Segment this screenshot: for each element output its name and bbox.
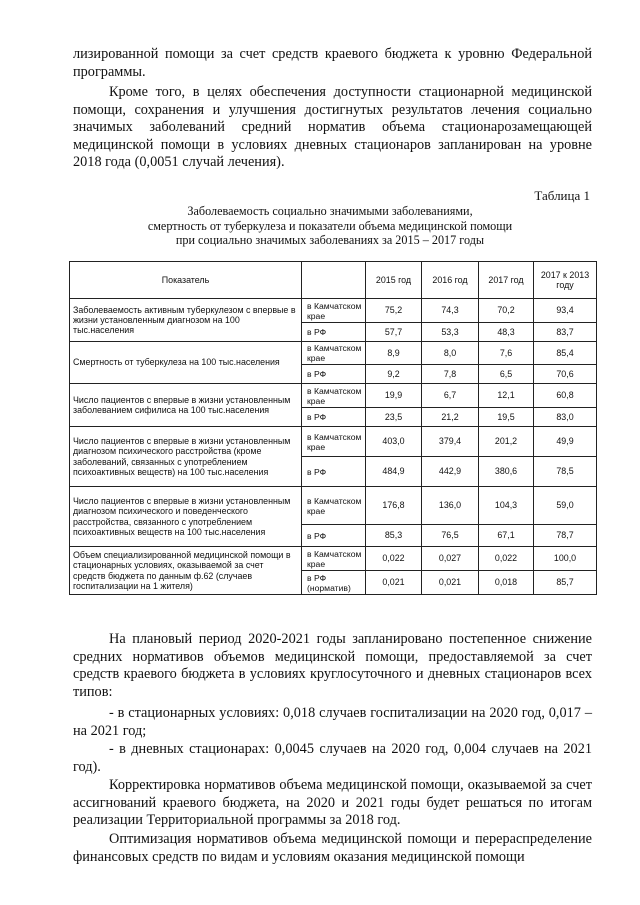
value-ratio: 83,0: [534, 408, 597, 427]
table-title-line-1: Заболеваемость социально значимыми заболеваниями,: [187, 204, 473, 218]
value-ratio: 93,4: [534, 299, 597, 323]
row-region: в Камчатском крае: [302, 427, 366, 457]
table-header-row: [70, 262, 597, 299]
row-label: Число пациентов с впервые в жизни установленным диагнозом психического расстройства (кроме заболеваний, связанных с употреблением психоактивных веществ) на 100 тыс.населения: [70, 427, 302, 487]
table-title-line-2: смертность от туберкулеза и показатели объема медицинской помощи: [147, 218, 513, 233]
outro-paragraph-2: - в стационарных условиях: 0,018 случаев госпитализации на 2020 год, 0,017 – на 2021 год;: [73, 705, 592, 739]
row-region: в Камчатском крае: [302, 547, 366, 571]
value-ratio: 78,5: [534, 457, 597, 487]
table-title-line-3: при социально значимых заболеваниях за 2015 – 2017 годы: [175, 233, 485, 248]
table-row: [70, 384, 597, 408]
outro-paragraph-5: Оптимизация нормативов объема медицинской помощи и перераспределение финансовых средств по видам и условиям оказания медицинской помощи: [73, 831, 592, 865]
value-2017: 104,3: [479, 487, 534, 525]
value-2017: 12,1: [479, 384, 534, 408]
value-ratio: 85,4: [534, 342, 597, 365]
table-row: [70, 342, 597, 365]
header-ratio: 2017 к 2013 году: [534, 262, 597, 299]
value-2016: 74,3: [422, 299, 479, 323]
table-title: [120, 204, 540, 248]
header-2016: 2016 год: [422, 262, 479, 299]
value-ratio: 83,7: [534, 323, 597, 342]
outro-paragraph-3: - в дневных стационарах: 0,0045 случаев на 2020 год, 0,004 случаев на 2021 год).: [73, 741, 592, 775]
value-2017: 67,1: [479, 525, 534, 547]
value-ratio: 70,6: [534, 365, 597, 384]
value-2016: 21,2: [422, 408, 479, 427]
value-2015: 0,021: [366, 571, 422, 595]
row-region: в Камчатском крае: [302, 487, 366, 525]
value-ratio: 49,9: [534, 427, 597, 457]
value-ratio: 78,7: [534, 525, 597, 547]
value-2015: 19,9: [366, 384, 422, 408]
outro-paragraph-1: На плановый период 2020-2021 годы запланировано постепенное снижение средних нормативов объемов медицинской помощи, предоставляемой за счет средств краевого бюджета в условиях круглосуточного и дневных стационаров всех типов:: [73, 631, 592, 700]
row-label: Заболеваемость активным туберкулезом с впервые в жизни установленным диагнозом на 100 тыс.населения: [70, 299, 302, 342]
value-ratio: 100,0: [534, 547, 597, 571]
header-2015: 2015 год: [366, 262, 422, 299]
value-2017: 70,2: [479, 299, 534, 323]
value-2015: 403,0: [366, 427, 422, 457]
value-2016: 442,9: [422, 457, 479, 487]
value-2016: 7,8: [422, 365, 479, 384]
value-2015: 75,2: [366, 299, 422, 323]
table-row: [70, 427, 597, 457]
value-2017: 48,3: [479, 323, 534, 342]
header-region: [302, 262, 366, 299]
row-label: Число пациентов с впервые в жизни установленным заболеванием сифилиса на 100 тыс.населения: [70, 384, 302, 427]
row-region: в Камчатском крае: [302, 384, 366, 408]
value-2015: 9,2: [366, 365, 422, 384]
value-2017: 0,018: [479, 571, 534, 595]
value-2016: 0,027: [422, 547, 479, 571]
value-2016: 136,0: [422, 487, 479, 525]
value-ratio: 60,8: [534, 384, 597, 408]
statistics-table: [69, 261, 597, 595]
value-2016: 76,5: [422, 525, 479, 547]
row-region: в РФ: [302, 365, 366, 384]
table-row: [70, 487, 597, 525]
row-label: Смертность от туберкулеза на 100 тыс.населения: [70, 342, 302, 384]
table-row: [70, 547, 597, 571]
value-2015: 484,9: [366, 457, 422, 487]
value-2017: 201,2: [479, 427, 534, 457]
value-2015: 23,5: [366, 408, 422, 427]
row-region: в РФ: [302, 323, 366, 342]
value-2017: 7,6: [479, 342, 534, 365]
row-region: в РФ: [302, 525, 366, 547]
header-indicator: Показатель: [70, 262, 302, 299]
value-2015: 176,8: [366, 487, 422, 525]
header-2017: 2017 год: [479, 262, 534, 299]
table-number: Таблица 1: [534, 188, 590, 203]
value-ratio: 85,7: [534, 571, 597, 595]
row-region: в РФ (норматив): [302, 571, 366, 595]
row-region: в РФ: [302, 408, 366, 427]
intro-paragraph-2: Кроме того, в целях обеспечения доступности стационарной медицинской помощи, сохранения и улучшения достигнутых результатов лечения социально значимых заболеваний средний норматив объема стационарозамещающей медицинской помощи в условиях дневных стационаров запланирован на уровне 2018 года (0,0051 случай лечения).: [73, 84, 592, 171]
row-region: в Камчатском крае: [302, 299, 366, 323]
row-label: Число пациентов с впервые в жизни установленным диагнозом психического и поведенческого расстройства, связанного с употреблением психоактивных веществ на 100 тыс.населения: [70, 487, 302, 547]
value-2016: 0,021: [422, 571, 479, 595]
value-2017: 0,022: [479, 547, 534, 571]
value-2016: 53,3: [422, 323, 479, 342]
value-2015: 8,9: [366, 342, 422, 365]
row-region: в РФ: [302, 457, 366, 487]
row-region: в Камчатском крае: [302, 342, 366, 365]
value-2017: 6,5: [479, 365, 534, 384]
value-2016: 379,4: [422, 427, 479, 457]
value-2017: 380,6: [479, 457, 534, 487]
value-2016: 8,0: [422, 342, 479, 365]
outro-paragraph-4: Корректировка нормативов объема медицинской помощи, оказываемой за счет ассигнований краевого бюджета, на 2020 и 2021 годы будет решаться по итогам реализации Территориальной программы за 2018 год.: [73, 777, 592, 829]
value-ratio: 59,0: [534, 487, 597, 525]
intro-paragraph-1: лизированной помощи за счет средств краевого бюджета к уровню Федеральной программы.: [73, 46, 592, 80]
value-2017: 19,5: [479, 408, 534, 427]
value-2015: 0,022: [366, 547, 422, 571]
value-2015: 85,3: [366, 525, 422, 547]
row-label: Объем специализированной медицинской помощи в стационарных условиях, оказываемой за счет средств бюджета по данным ф.62 (случаев госпитализации на 1 жителя): [70, 547, 302, 595]
table-row: [70, 299, 597, 323]
value-2016: 6,7: [422, 384, 479, 408]
value-2015: 57,7: [366, 323, 422, 342]
